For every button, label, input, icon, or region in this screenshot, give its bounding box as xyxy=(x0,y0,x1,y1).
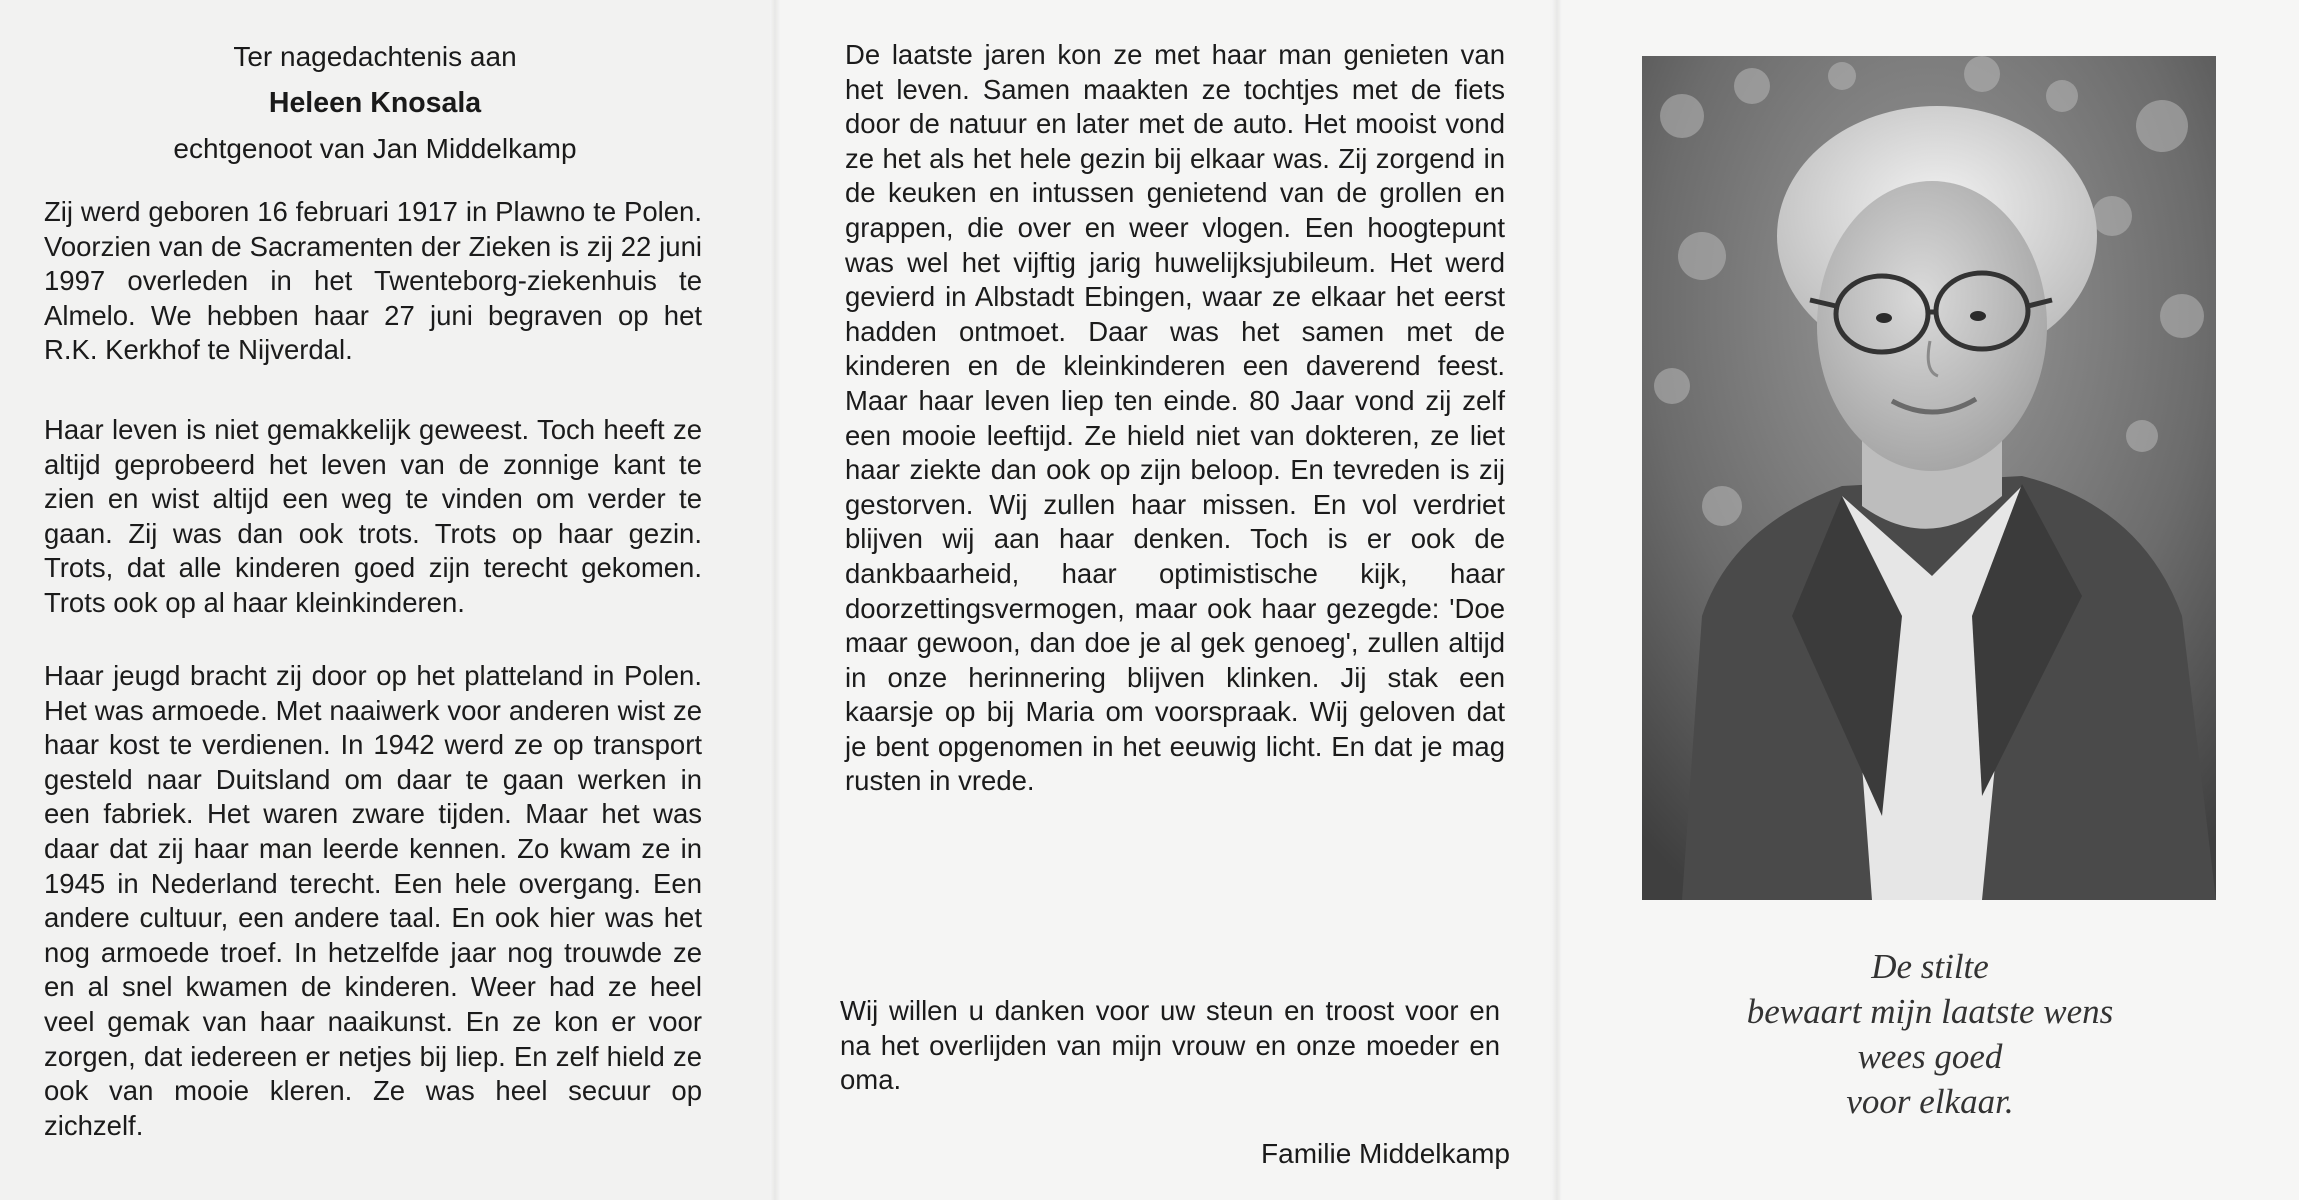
fold-line-right xyxy=(1552,0,1562,1200)
youth-paragraph: Haar jeugd bracht zij door op het platteland in Polen. Het was armoede. Met naaiwerk voor anderen wist ze haar kost te verdienen. In 1942 werd ze op transport gesteld naar Duitsland om daar te gaan werken in een fabriek. Het waren zware tijden. Maar het was daar dat zij haar man leerde kennen. Zo kwam ze in 1945 in Nederland terecht. Een hele overgang. Een andere cultuur, een andere taal. En ook hier was het nog armoede troef. In hetzelfde jaar nog trouwde ze en al snel kwamen de kinderen. Weer had ze heel veel gemak van haar naaikunst. En ze kon er voor zorgen, dat iedereen er netjes bij liep. En zelf hield ze ook van mooie kleren. Ze was heel secuur op zichzelf. xyxy=(44,660,702,1141)
memorial-verse xyxy=(1660,944,2200,1124)
left-paragraph-3 xyxy=(44,659,702,1143)
verse-line-2: bewaart mijn laatste wens xyxy=(1746,992,2114,1031)
deceased-name: Heleen Knosala xyxy=(268,87,482,119)
fold-line-left xyxy=(770,0,780,1200)
family-signature: Familie Middelkamp xyxy=(1261,1138,1510,1169)
life-paragraph: Haar leven is niet gemakkelijk geweest. Toch heeft ze altijd geprobeerd het leven van de zonnige kant te zien en wist altijd een weg te vinden om verder te gaan. Zij was dan ook trots. Trots op haar gezin. Trots, dat alle kinderen goed zijn terecht gekomen. Trots ook op al haar kleinkinderen. xyxy=(44,414,702,618)
thanks-text: Wij willen u danken voor uw steun en troost voor en na het overlijden van mijn vrouw en onze moeder en oma. xyxy=(840,995,1500,1096)
portrait-photo xyxy=(1642,56,2216,900)
verse-line-4: voor elkaar. xyxy=(1846,1082,2014,1121)
middle-paragraph-1 xyxy=(845,38,1505,799)
left-paragraph-2 xyxy=(44,413,702,621)
verse-line-1: De stilte xyxy=(1871,947,1989,986)
spouse-text: echtgenoot van Jan Middelkamp xyxy=(173,133,577,164)
verse-line-3: wees goed xyxy=(1857,1037,2003,1076)
card-header xyxy=(40,34,710,172)
later-years-paragraph: De laatste jaren kon ze met haar man genieten van het leven. Samen maakten ze tochtjes met de fiets door de natuur en later met de auto. Het mooist vond ze het als het hele gezin bij elkaar was. Zij zorgend in de keuken en intussen genietend van de grollen en grappen, die over en weer vlogen. Een hoogtepunt was wel het vijftig jarig huwelijksjubileum. Het werd gevierd in Albstadt Ebingen, waar ze elkaar het eerst hadden ontmoet. Daar was het samen met de kinderen en de kleinkinderen een daverend feest. Maar haar leven liep ten einde. 80 Jaar vond zij zelf een mooie leeftijd. Ze hield niet van dokteren, ze liet haar ziekte dan ook op zijn beloop. En tevreden is zij gestorven. Wij zullen haar missen. En vol verdriet blijven wij aan haar denken. Toch is er ook de dankbaarheid, haar optimistische kijk, haar doorzettingsvermogen, maar ook haar gezegde: 'Doe maar gewoon, dan doe je al gek genoeg', zullen altijd in onze herinnering blijven klinken. Jij stak een kaarsje op bij Maria om voorspraak. Wij geloven dat je bent opgenomen in het eeuwig licht. En dat je mag rusten in vrede. xyxy=(845,39,1505,797)
thanks-paragraph xyxy=(840,994,1500,1098)
left-paragraph-1 xyxy=(44,195,702,368)
intro-text: Ter nagedachtenis aan xyxy=(233,41,517,72)
portrait-illustration xyxy=(1642,56,2216,900)
birth-death-paragraph: Zij werd geboren 16 februari 1917 in Plawno te Polen. Voorzien van de Sacramenten der Zieken is zij 22 juni 1997 overleden in het Twenteborg-ziekenhuis te Almelo. We hebben haar 27 juni begraven op het R.K. Kerkhof te Nijverdal. xyxy=(44,196,702,366)
